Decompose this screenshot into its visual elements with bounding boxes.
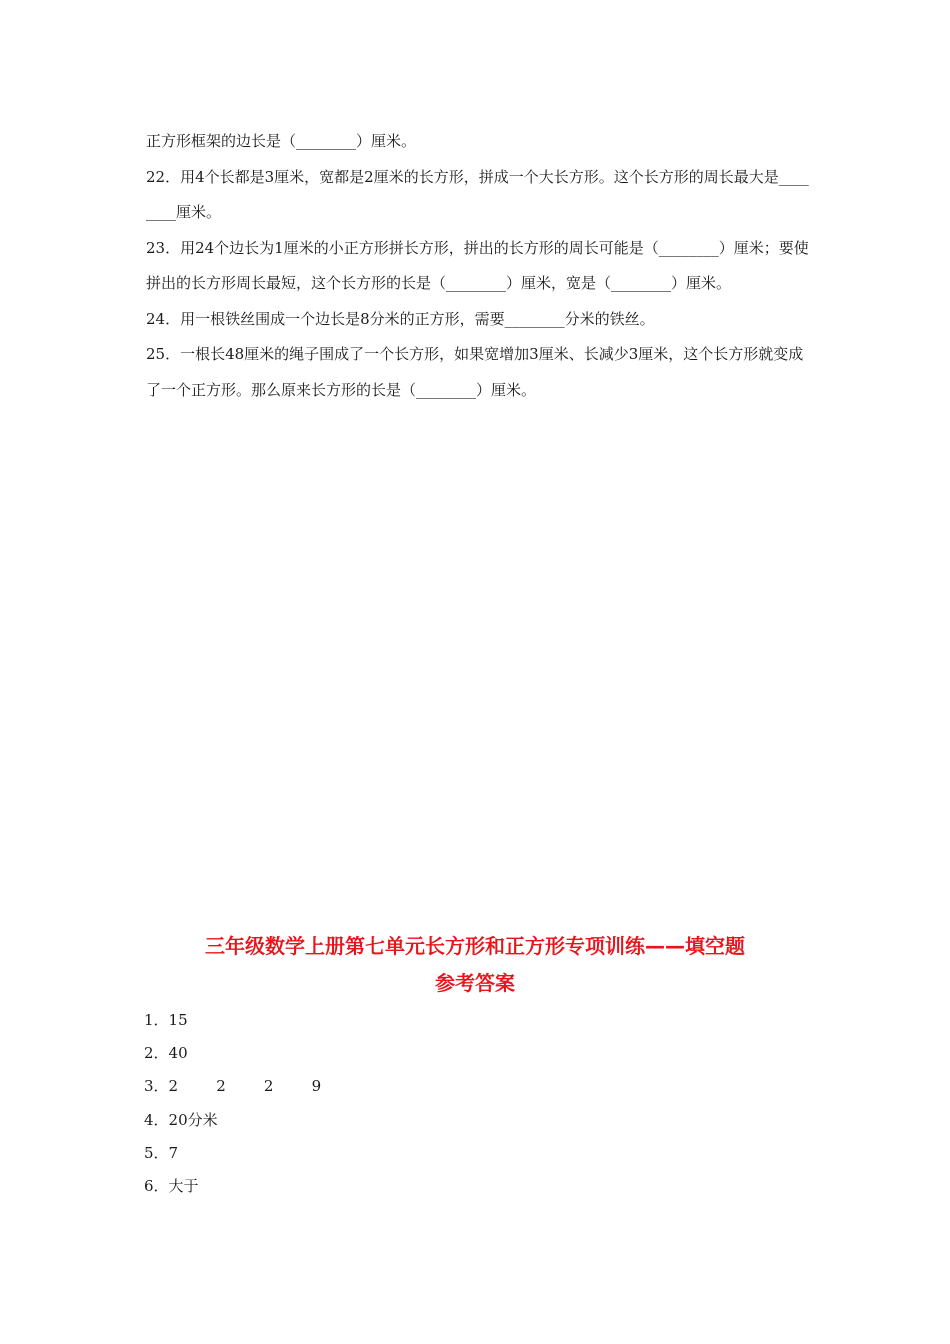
answer-heading: [0, 928, 950, 1002]
question-21-tail: 正方形框架的边长是（________）厘米。: [146, 132, 417, 150]
answer-item-2: 2．40: [144, 1044, 188, 1063]
question-23: 23．用24个边长为1厘米的小正方形拼长方形，拼出的长方形的周长可能是（________）厘米；要使拼出的长方形周长最短，这个长方形的长是（________）厘米，宽是（________）厘米。: [146, 238, 809, 292]
answer-list: [144, 1004, 644, 1203]
answer-title: 三年级数学上册第七单元长方形和正方形专项训练——填空题: [205, 934, 745, 958]
answer-item-1: 1．15: [144, 1011, 188, 1029]
answer-subtitle: 参考答案: [435, 971, 515, 995]
question-24: 24．用一根铁丝围成一个边长是8分米的正方形，需要________分米的铁丝。: [146, 309, 655, 328]
question-22: 22．用4个长都是3厘米，宽都是2厘米的长方形，拼成一个大长方形。这个长方形的周长最大是________厘米。: [146, 167, 809, 221]
answer-item-3: 3．2 2 2 9: [144, 1077, 322, 1096]
answer-item-6: 6．大于: [144, 1177, 199, 1196]
question-list: [146, 124, 810, 408]
question-25: 25．一根长48厘米的绳子围成了一个长方形，如果宽增加3厘米、长减少3厘米，这个长方形就变成了一个正方形。那么原来长方形的长是（________）厘米。: [146, 345, 804, 399]
answer-item-4: 4．20分米: [144, 1110, 218, 1129]
answer-item-5: 5．7: [144, 1143, 179, 1162]
